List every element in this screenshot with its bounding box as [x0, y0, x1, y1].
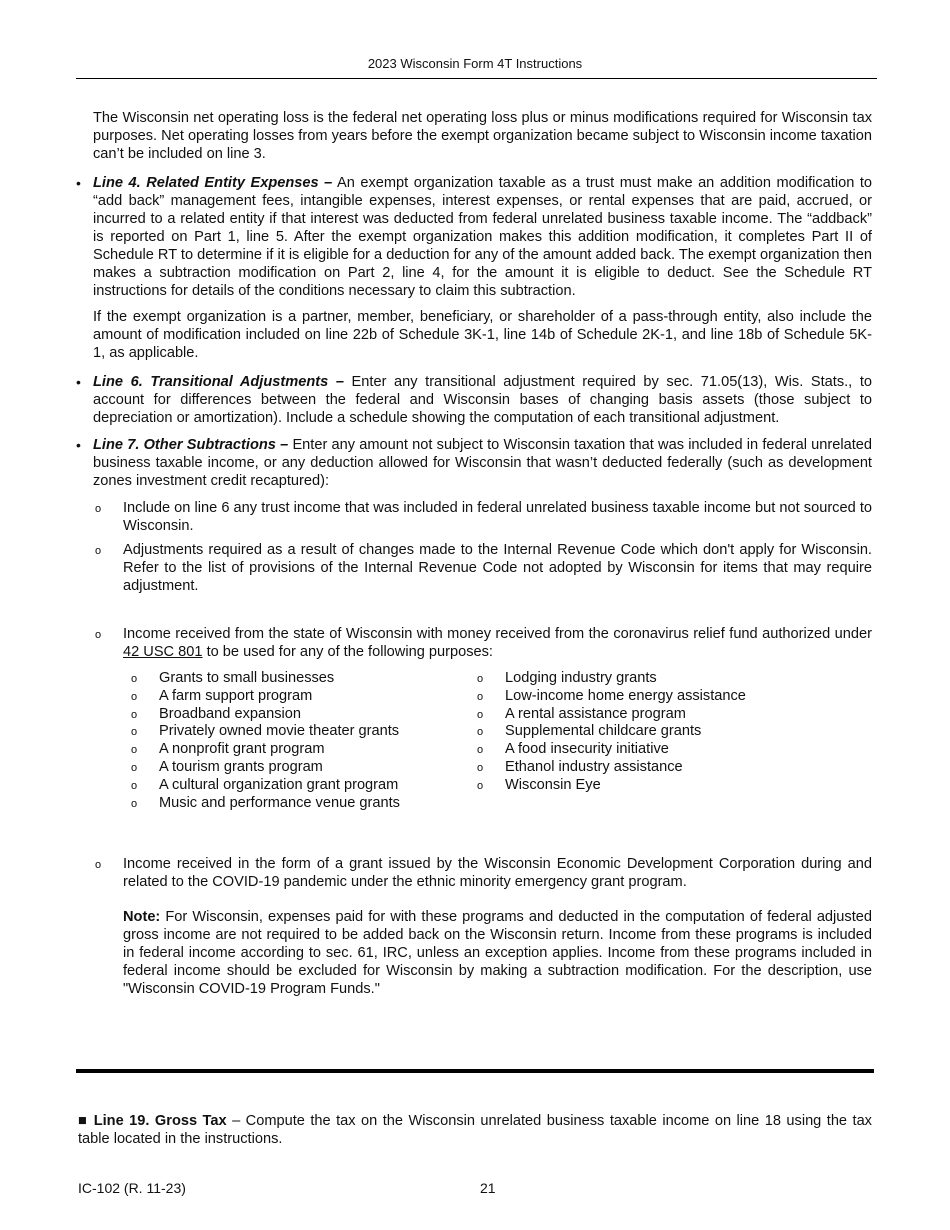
footer-form-id: IC-102 (R. 11-23) — [78, 1180, 186, 1196]
list-item: o Supplemental childcare grants — [477, 723, 702, 740]
list-item: o Music and performance venue grants — [131, 794, 400, 811]
circle-bullet-sub1: o — [95, 503, 102, 515]
line6-text: Enter any transitional adjustment required by sec. 71.05(13), Wis. Stats., to account for differences between the federal and Wisconsin bases of changing basis assets (those subject to depreciation or amortization). Include a schedule showing the computation of each transitional adjustment. — [93, 374, 872, 426]
purposes-left-column — [131, 669, 400, 811]
list-item: o A farm support program — [131, 687, 313, 704]
list-item: o Lodging industry grants — [477, 670, 657, 686]
bullet-line7: • — [76, 437, 81, 453]
list-item: o Wisconsin Eye — [477, 776, 601, 793]
bullet-line4: • — [76, 175, 81, 191]
sub3-paragraph — [123, 625, 872, 661]
intro-paragraph: The Wisconsin net operating loss is the federal net operating loss plus or minus modifications required for Wisconsin tax purposes. Net operating losses from years before the exempt organization became subject to Wisconsin income taxation can’t be included on line 3. — [93, 110, 872, 162]
section-divider — [76, 1069, 874, 1073]
usc-801-link[interactable]: 42 USC 801 — [123, 644, 203, 660]
sub3-text-before: Income received from the state of Wisconsin with money received from the coronavirus relief fund authorized under — [123, 626, 872, 642]
list-item: o A tourism grants program — [131, 758, 323, 775]
circle-bullet-sub3: o — [95, 629, 102, 641]
line19-heading: Line 19. Gross Tax — [93, 1113, 227, 1129]
sub3-text-after: to be used for any of the following purposes: — [206, 644, 493, 660]
note-paragraph — [123, 908, 872, 998]
list-item: o Ethanol industry assistance — [477, 758, 683, 775]
line6-paragraph — [93, 373, 872, 427]
purposes-right-column — [477, 669, 746, 794]
circle-bullet-sub4: o — [95, 859, 102, 871]
header-divider — [76, 78, 877, 79]
sub4-paragraph: Income received in the form of a grant issued by the Wisconsin Economic Development Corporation during and related to the COVID-19 pandemic under the ethnic minority emergency grant program. — [123, 856, 872, 890]
sub2-paragraph: Adjustments required as a result of changes made to the Internal Revenue Code which don't apply for Wisconsin. Refer to the list of provisions of the Internal Revenue Code not adopted by Wisconsin for items that may require adjustment. — [123, 542, 872, 594]
list-item: o A food insecurity initiative — [477, 741, 669, 758]
line19-text: – Compute the tax on the Wisconsin unrelated business taxable income on line 18 using the tax table located in the instructions. — [78, 1113, 872, 1147]
list-item: o A nonprofit grant program — [131, 741, 325, 758]
note-text: For Wisconsin, expenses paid for with these programs and deducted in the computation of federal adjusted gross income are not required to be added back on the Wisconsin return. Income from these programs is included in federal income according to sec. 61, IRC, unless an exception applies. Income from these programs included in federal income should be excluded for Wisconsin by making a subtraction modification. For the description, use "Wisconsin COVID-19 Program Funds." — [123, 909, 872, 997]
bullet-line6: • — [76, 374, 81, 390]
page-header-title: 2023 Wisconsin Form 4T Instructions — [367, 56, 583, 71]
note-label: Note: — [123, 909, 161, 925]
line6-heading: Line 6. Transitional Adjustments – — [93, 374, 344, 390]
footer-page-number: 21 — [480, 1180, 496, 1196]
square-bullet-icon: ■ — [78, 1113, 89, 1129]
list-item: o Low-income home energy assistance — [477, 687, 746, 704]
list-item: o Privately owned movie theater grants — [131, 723, 400, 740]
list-item: o A rental assistance program — [477, 705, 686, 722]
line4-text: An exempt organization taxable as a trust must make an addition modification to “add back” management fees, intangible expenses, interest expenses, or rental expenses that are paid, accrued, or incurred to a related entity if that interest was deducted from federal unrelated business taxable income. The “addback” is reported on Part 1, line 5. After the exempt organization makes this addition modification, it completes Part II of Schedule RT to determine if it is eligible for a deduction for any of the amount added back. The exempt organization then makes a subtraction modification on Part 2, line 4, for the amount it is eligible to deduct. See the Schedule RT instructions for details of the conditions necessary to claim this subtraction. — [93, 175, 872, 299]
line19-paragraph — [78, 1112, 872, 1148]
line7-text: Enter any amount not subject to Wisconsin taxation that was included in federal unrelated business taxable income, or any deduction allowed for Wisconsin that wasn’t deducted federally (such as development zones investment credit recaptured): — [93, 437, 873, 489]
line4-paragraph-2: If the exempt organization is a partner, member, beneficiary, or shareholder of a pass-through entity, also include the amount of modification included on line 22b of Schedule 3K-1, line 14b of Schedule 2K-1, and line 18b of Schedule 5K-1, as applicable. — [93, 309, 872, 361]
sub1-paragraph: Include on line 6 any trust income that was included in federal unrelated business taxable income but not sourced to Wisconsin. — [123, 500, 872, 534]
line4-paragraph — [93, 174, 872, 300]
circle-bullet-sub2: o — [95, 545, 102, 557]
line7-paragraph — [93, 436, 872, 490]
list-item: o A cultural organization grant program — [131, 776, 399, 793]
line7-heading: Line 7. Other Subtractions – — [93, 437, 289, 453]
line4-heading: Line 4. Related Entity Expenses – — [93, 175, 333, 191]
list-item: o Grants to small businesses — [131, 670, 335, 686]
list-item: o Broadband expansion — [131, 705, 301, 722]
